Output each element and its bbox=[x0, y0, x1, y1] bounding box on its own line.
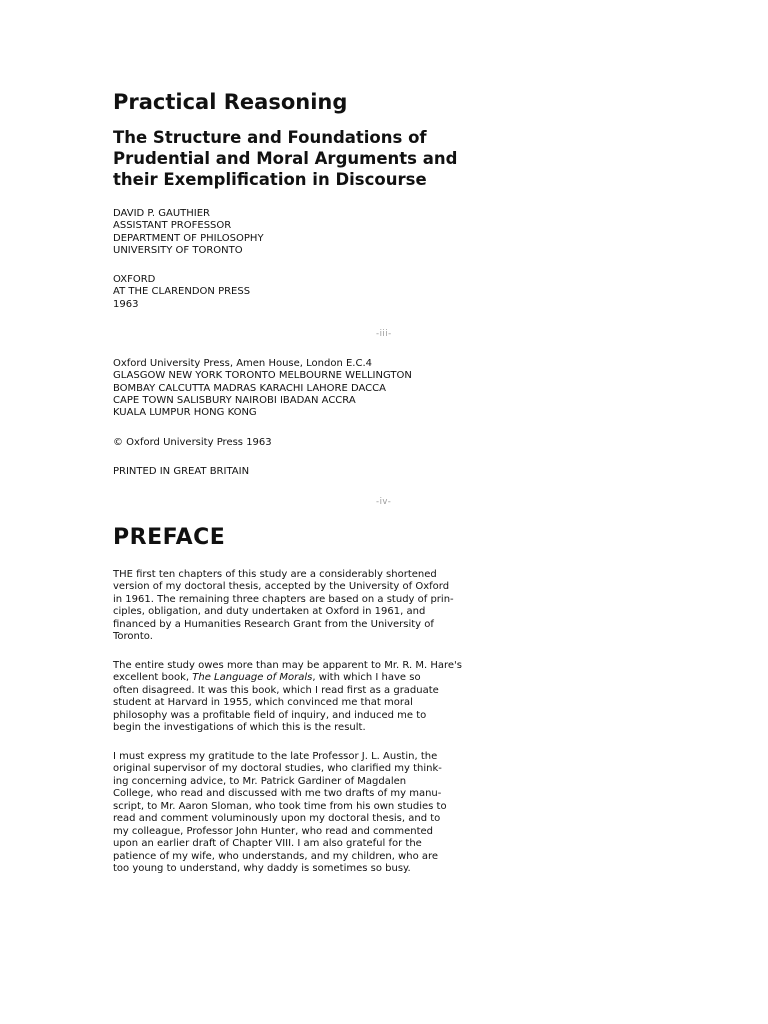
author-position: ASSISTANT PROFESSOR bbox=[113, 220, 232, 232]
paragraph-line: student at Harvard in 1955, which convinced me that moral bbox=[113, 697, 413, 709]
paragraph-line: read and comment voluminously upon my doctoral thesis, and to bbox=[113, 813, 441, 825]
paragraph-line: The entire study owes more than may be apparent to Mr. R. M. Hare's bbox=[113, 660, 462, 671]
paragraph-line: financed by a Humanities Research Grant from the University of bbox=[113, 618, 434, 630]
paragraph-line: begin the investigations of which this is the result. bbox=[113, 722, 366, 734]
imprint-line: KUALA LUMPUR HONG KONG bbox=[113, 407, 257, 419]
paragraph-line: in 1961. The remaining three chapters are based on a study of prin- bbox=[113, 593, 454, 605]
paragraph-line: ciples, obligation, and duty undertaken at Oxford in 1961, and bbox=[113, 606, 426, 618]
publication-year: 1963 bbox=[113, 298, 139, 310]
paragraph-line: patience of my wife, who understands, and my children, who are bbox=[113, 850, 439, 862]
subtitle-line: The Structure and Foundations of bbox=[113, 128, 427, 147]
author-university: UNIVERSITY OF TORONTO bbox=[113, 244, 243, 256]
paragraph-line: Toronto. bbox=[113, 631, 153, 643]
copyright-notice: © Oxford University Press 1963 bbox=[113, 437, 272, 448]
paragraph-line bbox=[113, 672, 462, 684]
author-block bbox=[113, 208, 264, 257]
imprint-line: GLASGOW NEW YORK TORONTO MELBOURNE WELLINGTON bbox=[113, 370, 412, 382]
book-subtitle bbox=[113, 127, 457, 190]
publisher-block bbox=[113, 274, 250, 311]
paragraph-line: script, to Mr. Aaron Sloman, who took time from his own studies to bbox=[113, 800, 447, 812]
paragraph-line: I must express my gratitude to the late Professor J. L. Austin, the bbox=[113, 751, 438, 762]
paragraph-text: excellent book, bbox=[113, 672, 193, 684]
paragraph-line: original supervisor of my doctoral studies, who clarified my think- bbox=[113, 763, 442, 775]
paragraph-line: philosophy was a profitable field of inquiry, and induced me to bbox=[113, 709, 427, 721]
author-department: DEPARTMENT OF PHILOSOPHY bbox=[113, 232, 264, 244]
imprint-line: CAPE TOWN SALISBURY NAIROBI IBADAN ACCRA bbox=[113, 394, 356, 406]
paragraph-line: often disagreed. It was this book, which I read first as a graduate bbox=[113, 684, 439, 696]
publisher-city: OXFORD bbox=[113, 274, 156, 285]
subtitle-line: Prudential and Moral Arguments and bbox=[113, 149, 458, 168]
page-number-iv: -iv- bbox=[376, 497, 392, 507]
paragraph-line: College, who read and discussed with me two drafts of my manu- bbox=[113, 788, 442, 800]
preface-paragraph-1 bbox=[113, 569, 454, 644]
paragraph-text: , with which I have so bbox=[312, 672, 421, 684]
printed-notice: PRINTED IN GREAT BRITAIN bbox=[113, 466, 250, 477]
preface-heading: PREFACE bbox=[113, 525, 226, 550]
subtitle-line: their Exemplification in Discourse bbox=[113, 170, 427, 189]
paragraph-line: my colleague, Professor John Hunter, who read and commented bbox=[113, 825, 434, 837]
paragraph-line: upon an earlier draft of Chapter VIII. I am also grateful for the bbox=[113, 838, 422, 850]
book-title: Practical Reasoning bbox=[113, 90, 348, 114]
preface-paragraph-3 bbox=[113, 751, 447, 876]
paragraph-line: too young to understand, why daddy is sometimes so busy. bbox=[113, 863, 411, 875]
page-number-iii: -iii- bbox=[376, 329, 392, 339]
paragraph-line: ing concerning advice, to Mr. Patrick Gardiner of Magdalen bbox=[113, 775, 407, 787]
preface-paragraph-2 bbox=[113, 660, 462, 735]
imprint-line: BOMBAY CALCUTTA MADRAS KARACHI LAHORE DACCA bbox=[113, 382, 386, 394]
imprint-block bbox=[113, 358, 412, 419]
paragraph-line: version of my doctoral thesis, accepted by the University of Oxford bbox=[113, 581, 450, 593]
publisher-press: AT THE CLARENDON PRESS bbox=[113, 286, 251, 298]
paragraph-line: THE first ten chapters of this study are a considerably shortened bbox=[113, 569, 437, 580]
imprint-line: Oxford University Press, Amen House, London E.C.4 bbox=[113, 358, 372, 369]
book-reference-italic: The Language of Morals bbox=[192, 672, 313, 684]
author-name: DAVID P. GAUTHIER bbox=[113, 208, 210, 219]
